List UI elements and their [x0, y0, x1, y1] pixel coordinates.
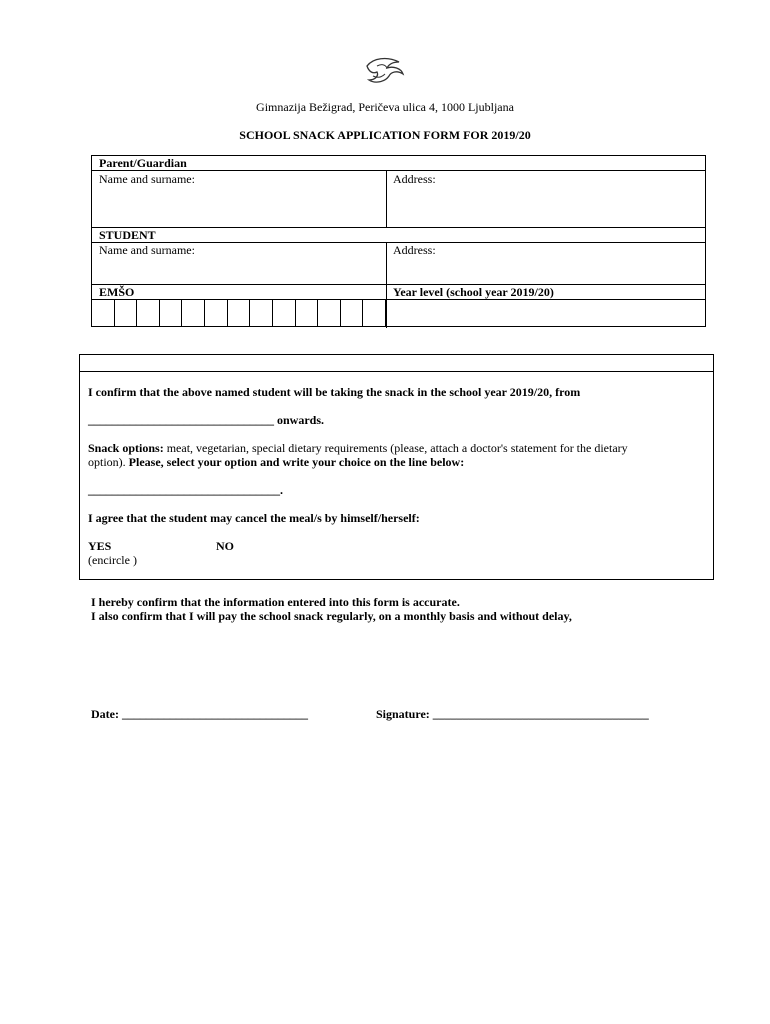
year-level-label: Year level (school year 2019/20): [393, 285, 554, 299]
confirmation-line-1: I hereby confirm that the information entered into this form is accurate.: [91, 595, 460, 609]
emso-digit-box[interactable]: [341, 299, 364, 326]
emso-label: EMŠO: [99, 285, 135, 299]
emso-digit-box[interactable]: [137, 299, 160, 326]
emso-digit-box[interactable]: [160, 299, 183, 326]
onwards-line[interactable]: _______________________________ onwards.: [88, 413, 325, 427]
emso-digit-box[interactable]: [228, 299, 251, 326]
choice-line[interactable]: ________________________________.: [88, 483, 283, 497]
date-field[interactable]: Date: _______________________________: [91, 707, 308, 721]
parent-heading: Parent/Guardian: [99, 156, 187, 170]
emso-digit-box[interactable]: [205, 299, 228, 326]
student-name-label: Name and surname:: [99, 243, 195, 257]
encircle-hint: (encircle ): [88, 553, 137, 567]
parent-name-field[interactable]: [92, 170, 386, 227]
yes-option[interactable]: YES: [88, 539, 112, 553]
snack-options-list-2: option).: [88, 455, 126, 469]
emso-digit-box[interactable]: [115, 299, 138, 326]
snack-options-box: [79, 354, 714, 580]
emso-digit-box[interactable]: [318, 299, 341, 326]
snack-options-label: Snack options:: [88, 441, 164, 455]
emso-digit-box[interactable]: [250, 299, 273, 326]
student-heading: STUDENT: [99, 228, 156, 242]
snack-options-list: meat, vegetarian, special dietary requirements (please, attach a doctor's statement for the dietary: [166, 441, 628, 455]
emso-digit-box[interactable]: [273, 299, 296, 326]
student-address-field[interactable]: [387, 242, 705, 284]
parent-name-label: Name and surname:: [99, 172, 195, 186]
emso-digit-box[interactable]: [182, 299, 205, 326]
emso-digit-box[interactable]: [363, 299, 386, 326]
school-logo-icon: [363, 56, 405, 86]
no-option[interactable]: NO: [216, 539, 234, 553]
emso-digit-box[interactable]: [92, 299, 115, 326]
emso-digit-box[interactable]: [296, 299, 319, 326]
cancel-question: I agree that the student may cancel the meal/s by himself/herself:: [88, 511, 420, 525]
year-level-field[interactable]: [387, 299, 705, 326]
confirmation-line-2: I also confirm that I will pay the school snack regularly, on a monthly basis and without delay,: [91, 609, 572, 623]
confirm-statement: I confirm that the above named student will be taking the snack in the school year 2019/20, from: [88, 385, 581, 399]
form-title: SCHOOL SNACK APPLICATION FORM FOR 2019/20: [239, 128, 531, 142]
snack-options-instruction: Please, select your option and write your choice on the line below:: [128, 455, 465, 469]
student-name-field[interactable]: [92, 242, 386, 284]
snack-options-text-2: [88, 455, 705, 469]
parent-address-field[interactable]: [387, 170, 705, 227]
signature-field[interactable]: Signature: ____________________________________: [376, 707, 649, 721]
applicant-table: [91, 155, 706, 327]
snack-options-text: [88, 441, 705, 455]
parent-address-label: Address:: [393, 172, 436, 186]
student-address-label: Address:: [393, 243, 436, 257]
school-address: Gimnazija Bežigrad, Peričeva ulica 4, 1000 Ljubljana: [256, 100, 514, 114]
